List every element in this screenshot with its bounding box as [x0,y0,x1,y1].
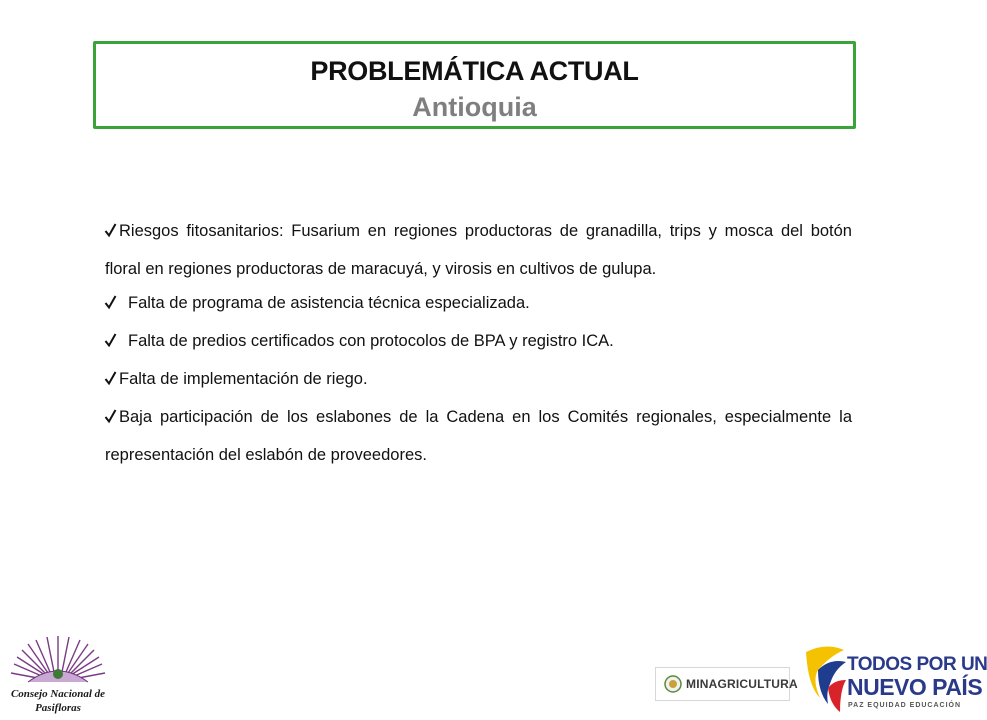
tpun-logo [800,640,987,720]
minagricultura-label: MINAGRICULTURA [686,677,798,691]
bullet-list [105,212,852,474]
check-icon [105,409,116,423]
check-icon [105,371,116,385]
passionflower-logo [2,628,114,690]
list-item [105,212,852,288]
tpun-line2: NUEVO PAÍS [847,674,983,700]
tpun-flag-logo [800,640,850,720]
colombia-shield-icon [664,675,682,693]
list-item [105,398,852,474]
tpun-line1: TODOS POR UN [847,654,987,675]
consejo-logo [2,628,114,720]
consejo-name-line2: Pasifloras [35,702,81,714]
check-icon [105,295,116,309]
title-box [93,41,856,129]
list-item-text: Falta de predios certificados con protocolos de BPA y registro ICA. [128,332,614,350]
page-title: PROBLEMÁTICA ACTUAL [310,56,639,86]
list-item-text: Riesgos fitosanitarios: Fusarium en regiones productoras de granadilla, trips y mosca del botón floral en regiones productoras de maracuyá, y virosis en cultivos de gulupa. [105,222,852,278]
list-item [105,322,852,360]
tpun-tagline: PAZ EQUIDAD EDUCACIÓN [848,702,962,709]
consejo-name-line1: Consejo Nacional de [10,688,106,700]
list-item [105,284,852,322]
minagricultura-logo [655,667,798,701]
list-item [105,360,852,398]
list-item-text: Falta de programa de asistencia técnica especializada. [128,294,530,312]
page-subtitle: Antioquia [412,92,537,122]
check-icon [105,333,116,347]
check-icon [105,223,116,237]
list-item-text: Baja participación de los eslabones de la Cadena en los Comités regionales, especialmente la representación del eslabón de proveedores. [105,408,852,464]
list-item-text: Falta de implementación de riego. [119,370,368,388]
